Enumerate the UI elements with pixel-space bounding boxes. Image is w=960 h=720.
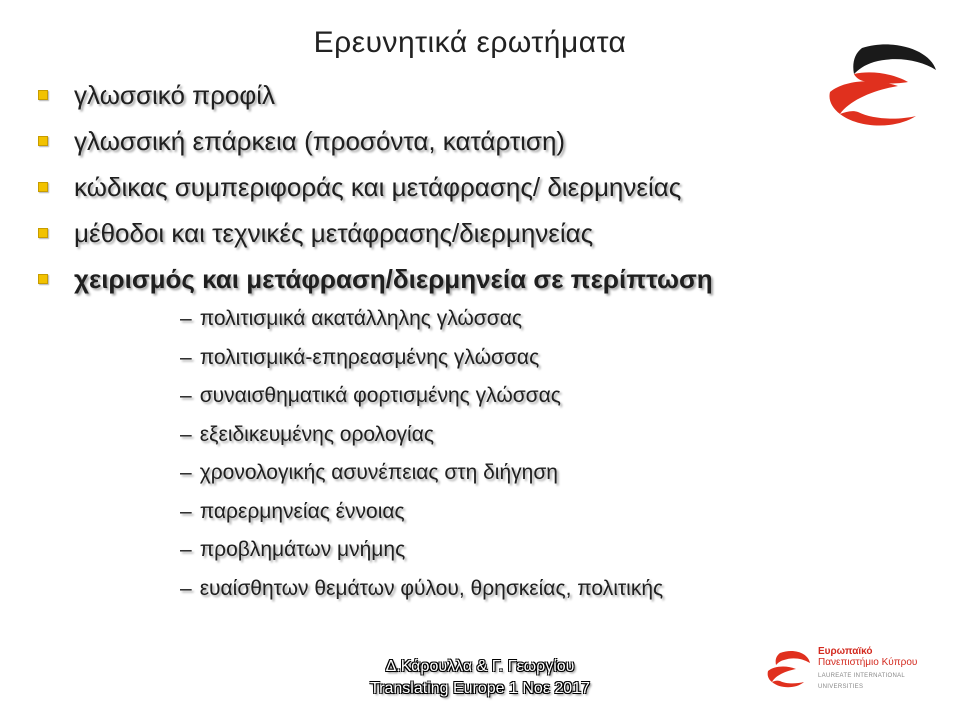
- bullet-text: χειρισμός και μετάφραση/διερμηνεία σε περίπτωση: [74, 263, 713, 294]
- dash-icon: –: [180, 499, 192, 523]
- bullet-text: γλωσσική επάρκεια (προσόντα, κατάρτιση): [74, 125, 566, 156]
- footer-event: Translating Europe 1 Νοε 2017: [369, 680, 590, 697]
- sub-item-text: εξειδικευμένης ορολογίας: [199, 422, 434, 446]
- dash-icon: –: [180, 384, 192, 408]
- sub-item-text: πολιτισμικά-επηρεασμένης γλώσσας: [199, 345, 540, 369]
- university-mark-icon: [766, 649, 812, 689]
- bullet-item: [38, 210, 918, 256]
- bullet-square-icon: [38, 90, 48, 100]
- footer: [330, 656, 630, 700]
- dash-icon: –: [180, 576, 192, 600]
- sub-bullet-list: [180, 300, 663, 608]
- sub-item: [180, 531, 663, 570]
- bullet-text: γλωσσικό προφίλ: [74, 79, 275, 110]
- dash-icon: –: [180, 422, 192, 446]
- sub-item: [180, 570, 663, 609]
- sub-item: [180, 339, 663, 378]
- bullet-text: μέθοδοι και τεχνικές μετάφρασης/διερμηνείας: [74, 217, 594, 248]
- bullet-square-icon: [38, 274, 48, 284]
- bullet-square-icon: [38, 136, 48, 146]
- university-name-line2: Πανεπιστήμιο Κύπρου: [818, 656, 918, 668]
- sub-item: [180, 454, 663, 493]
- university-tagline: LAUREATE INTERNATIONAL UNIVERSITIES: [818, 672, 905, 690]
- sub-item: [180, 493, 663, 532]
- university-text: [818, 646, 952, 693]
- sub-item-text: χρονολογικής ασυνέπειας στη διήγηση: [199, 461, 558, 485]
- sub-item-text: πολιτισμικά ακατάλληλης γλώσσας: [199, 307, 522, 331]
- bullet-item: [38, 72, 918, 118]
- sub-item-text: ευαίσθητων θεμάτων φύλου, θρησκείας, πολιτικής: [199, 576, 664, 600]
- sub-item-text: συναισθηματικά φορτισμένης γλώσσας: [199, 384, 561, 408]
- sub-item-text: παρερμηνείας έννοιας: [199, 499, 405, 523]
- sub-item: [180, 377, 663, 416]
- slide-title: Ερευνητικά ερωτήματα: [313, 26, 627, 59]
- sub-item: [180, 300, 663, 339]
- dash-icon: –: [180, 461, 192, 485]
- sub-item-text: προβλημάτων μνήμης: [199, 538, 406, 562]
- dash-icon: –: [180, 538, 192, 562]
- dash-icon: –: [180, 307, 192, 331]
- dash-icon: –: [180, 345, 192, 369]
- university-brand: [766, 645, 952, 693]
- bullet-item: [38, 256, 918, 302]
- bullet-list: [38, 72, 918, 302]
- bullet-square-icon: [38, 228, 48, 238]
- bullet-item: [38, 118, 918, 164]
- sub-item: [180, 416, 663, 455]
- footer-authors: Δ.Κάρουλλα & Γ. Γεωργίου: [385, 658, 575, 675]
- university-name-line1: Ευρωπαϊκό: [818, 645, 873, 657]
- bullet-item: [38, 164, 918, 210]
- bullet-text: κώδικας συμπεριφοράς και μετάφρασης/ διερμηνείας: [74, 171, 682, 202]
- bullet-square-icon: [38, 182, 48, 192]
